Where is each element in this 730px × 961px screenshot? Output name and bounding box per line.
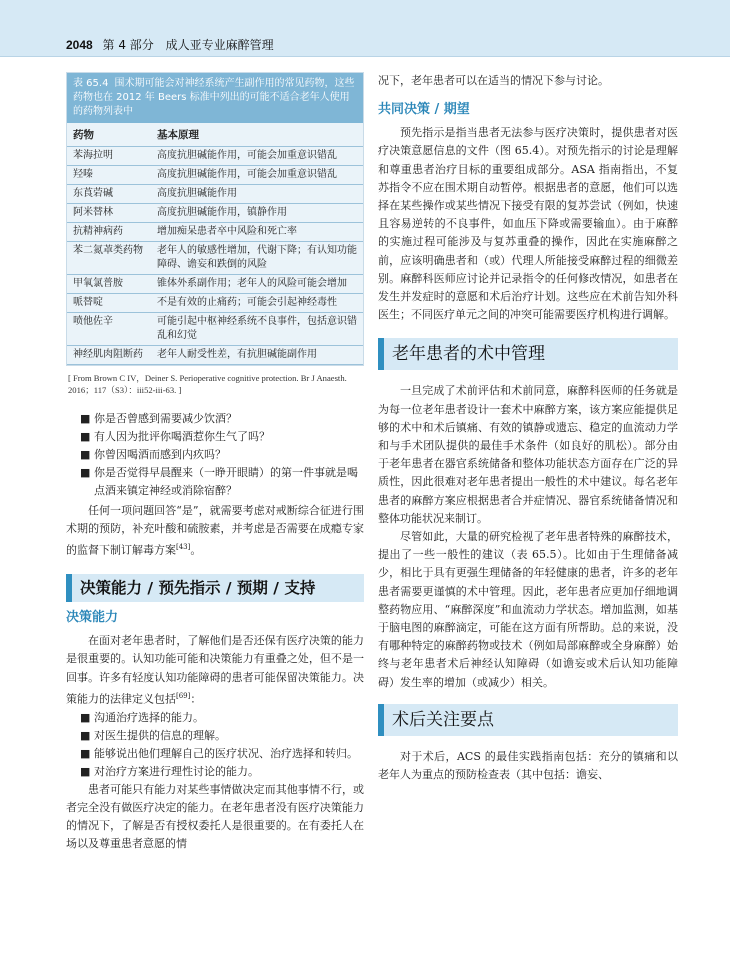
citation-ref: [43] bbox=[176, 543, 191, 552]
paragraph: 况下，老年患者可以在适当的情况下参与讨论。 bbox=[378, 74, 609, 87]
principle-cell: 高度抗胆碱能作用，可能会加重意识错乱 bbox=[151, 147, 363, 166]
list-item-text: 你是否觉得早晨醒来（一睁开眼睛）的第一件事就是喝点酒来镇定神经或消除宿醉？ bbox=[94, 466, 358, 497]
drug-cell: 羟嗪 bbox=[67, 166, 151, 185]
running-title: 成人亚专业麻醉管理 bbox=[165, 38, 274, 52]
list-item-text: 沟通治疗选择的能力。 bbox=[94, 710, 204, 724]
paragraph: 一旦完成了术前评估和术前同意，麻醉科医师的任务就是为每一位老年患者设计一套术中麻醉方案，该方案应能提供足够的术中和术后镇痛、有效的镇静或遗忘、稳定的血流动力学和与手术团队提供的最佳手术条件（如良好的肌松）。部分由于老年患者在器官系统储备和整体功能状态方面存在广泛的异质性，因此很难对老年患者提出一般性的术中建议。每名老年患者的麻醉方案应根据患者合并症情况、器官系统储备情况和整体功能状况来制订。 bbox=[378, 384, 678, 525]
principle-cell: 高度抗胆碱能作用，镇静作用 bbox=[151, 204, 363, 223]
principle-cell: 增加痴呆患者卒中风险和死亡率 bbox=[151, 223, 363, 242]
section-heading-text: 决策能力 / 预先指示 / 预期 / 支持 bbox=[80, 579, 316, 598]
section-heading bbox=[66, 574, 364, 602]
list-item bbox=[80, 446, 364, 464]
principle-cell: 高度抗胆碱能作用，可能会加重意识错乱 bbox=[151, 166, 363, 185]
left-column bbox=[66, 72, 364, 854]
section-heading-text: 老年患者的术中管理 bbox=[392, 344, 545, 365]
paragraph: 预先指示是指当患者无法参与医疗决策时，提供患者对医疗决策意愿信息的文件（图 65.4）。对预先指示的讨论是理解和尊重患者治疗目标的重要组成部分。ASA 指南指出，不复苏指令不应在围术期自动暂停。根据患者的意愿，他们可以选择在某些操作或某些情况下接受有限的复苏尝试（例如，快速且容易逆转的不良事件，如血压下降或需要输血）。由于麻醉的实施过程可能涉及与复苏重叠的操作，因此在实施麻醉之前，应该明确患者和（或）代理人所能接受麻醉过程的细微差别。麻醉科医师应讨论并记录指令的任何修改情况，如患者在发生并发症时的意愿和术后治疗计划。这些应在术前告知外科医生；不同医疗单元之间的冲突可能需要医疗机构进行调解。 bbox=[378, 126, 678, 322]
cage-question-list bbox=[66, 410, 364, 500]
drug-cell: 喷他佐辛 bbox=[67, 313, 151, 346]
drug-cell: 苯二氮䓬类药物 bbox=[67, 242, 151, 275]
drug-cell: 哌替啶 bbox=[67, 294, 151, 313]
list-item-text: 你曾因喝酒而感到内疚吗？ bbox=[94, 448, 226, 461]
list-item-text: 对治疗方案进行理性讨论的能力。 bbox=[94, 764, 259, 778]
principle-cell: 不是有效的止痛药；可能会引起神经毒性 bbox=[151, 294, 363, 313]
drug-cell: 神经肌肉阻断药 bbox=[67, 346, 151, 365]
drug-cell: 苯海拉明 bbox=[67, 147, 151, 166]
bullet-icon: ■ bbox=[80, 728, 91, 742]
list-item bbox=[80, 763, 364, 781]
principle-cell: 锥体外系副作用；老年人的风险可能会增加 bbox=[151, 275, 363, 294]
list-item-text: 有人因为批评你喝酒惹你生气了吗？ bbox=[94, 430, 270, 443]
paragraph-end: 。 bbox=[190, 544, 202, 558]
table-row bbox=[67, 185, 363, 204]
paragraph-end: ： bbox=[190, 692, 202, 706]
running-header bbox=[66, 38, 274, 52]
table-row bbox=[67, 242, 363, 275]
paragraph-text: 任何一项问题回答“是”，就需要考虑对戒断综合征进行围术期的预防，补充叶酸和硫胺素，并考虑是否需要在成瘾专家的监督下制订解毒方案 bbox=[66, 504, 364, 558]
list-item bbox=[80, 727, 364, 745]
part-label: 第 4 部分 bbox=[102, 38, 154, 52]
list-item bbox=[80, 709, 364, 727]
bullet-icon: ■ bbox=[80, 430, 91, 443]
drug-table-box bbox=[66, 72, 364, 366]
table-row bbox=[67, 166, 363, 185]
bullet-icon: ■ bbox=[80, 764, 91, 778]
citation-ref: [69] bbox=[176, 691, 191, 700]
drug-cell: 抗精神病药 bbox=[67, 223, 151, 242]
principle-cell: 可能引起中枢神经系统不良事件，包括意识错乱和幻觉 bbox=[151, 313, 363, 346]
table-header-row bbox=[67, 123, 363, 147]
capacity-criteria-list bbox=[66, 709, 364, 781]
table-caption-text: 围术期可能会对神经系统产生副作用的常见药物，这些药物也在 2012 年 Beers 标准中列出的可能不适合老年人使用的药物列表中 bbox=[73, 78, 355, 117]
principle-cell: 高度抗胆碱能作用 bbox=[151, 185, 363, 204]
subsection-heading: 共同决策 / 期望 bbox=[378, 102, 470, 118]
bullet-icon: ■ bbox=[80, 746, 91, 760]
table-caption bbox=[67, 73, 363, 123]
bullet-icon: ■ bbox=[80, 466, 91, 479]
paragraph-text: 在面对老年患者时，了解他们是否还保有医疗决策的能力是很重要的。认知功能可能和决策能力有重叠之处，但不是一回事。许多有轻度认知功能障碍的患者可能保留决策能力。决策能力的法律定义包括 bbox=[66, 634, 364, 706]
subsection-heading: 决策能力 bbox=[66, 610, 119, 626]
paragraph: 尽管如此，大量的研究检视了老年患者特殊的麻醉技术，提出了一些一般性的建议（表 65.5）。比如由于生理储备减少，相比于具有更强生理储备的年轻健康的患者，许多的老年患者需要更谨慎的术中管理。因此，老年患者应更加仔细地调整药物应用、“麻醉深度”和血流动力学状态。增加监测，如基于脑电图的麻醉滴定，可能在这方面有所帮助。总的来说，没有哪种特定的麻醉药物或技术（例如局部麻醉或全身麻醉）始终与老年患者术后神经认知障碍（如谵妄或术后认知功能障碍）发生率的增加（或减少）相关。 bbox=[378, 530, 678, 689]
section-heading-text: 术后关注要点 bbox=[392, 709, 494, 730]
bullet-icon: ■ bbox=[80, 448, 91, 461]
page-header bbox=[0, 0, 730, 57]
principle-cell: 老年人的敏感性增加，代谢下降；有认知功能障碍、谵妄和跌倒的风险 bbox=[151, 242, 363, 275]
table-row bbox=[67, 294, 363, 313]
list-item bbox=[80, 428, 364, 446]
section-heading bbox=[378, 338, 678, 370]
drug-cell: 阿米替林 bbox=[67, 204, 151, 223]
drug-cell: 甲氧氯普胺 bbox=[67, 275, 151, 294]
table-number: 表 65.4 bbox=[73, 78, 109, 89]
paragraph: 患者可能只有能力对某些事情做决定而其他事情不行，或者完全没有做医疗决定的能力。在老年患者没有医疗决策能力的情况下，了解是否有授权委托人是很重要的。在有委托人在场以及尊重患者意愿的情 bbox=[66, 782, 364, 851]
table-row bbox=[67, 275, 363, 294]
table-row bbox=[67, 223, 363, 242]
page-number: 2048 bbox=[66, 38, 93, 52]
list-item-text: 能够说出他们理解自己的医疗状况、治疗选择和转归。 bbox=[94, 746, 358, 760]
list-item bbox=[80, 410, 364, 428]
paragraph bbox=[66, 502, 364, 560]
drug-table bbox=[67, 123, 363, 365]
table-row bbox=[67, 147, 363, 166]
col-header-principle: 基本原理 bbox=[151, 123, 363, 147]
section-heading bbox=[378, 704, 678, 736]
table-row bbox=[67, 204, 363, 223]
table-row bbox=[67, 313, 363, 346]
table-source: [ From Brown C IV，Deiner S. Perioperative cognitive protection. Br J Anaesth. 2016；117（S3）：iii52-iii-63. ] bbox=[68, 373, 347, 395]
bullet-icon: ■ bbox=[80, 710, 91, 724]
principle-cell: 老年人耐受性差，有抗胆碱能副作用 bbox=[151, 346, 363, 365]
drug-cell: 东莨菪碱 bbox=[67, 185, 151, 204]
paragraph: 对于术后，ACS 的最佳实践指南包括：充分的镇痛和以老年人为重点的预防检查表（其中包括：谵妄、 bbox=[378, 749, 678, 782]
list-item-text: 你是否曾感到需要减少饮酒？ bbox=[94, 412, 237, 425]
col-header-drug: 药物 bbox=[67, 123, 151, 147]
right-column bbox=[378, 72, 678, 784]
table-row bbox=[67, 346, 363, 365]
list-item bbox=[80, 464, 364, 500]
list-item bbox=[80, 745, 364, 763]
paragraph bbox=[66, 632, 364, 708]
bullet-icon: ■ bbox=[80, 412, 91, 425]
list-item-text: 对医生提供的信息的理解。 bbox=[94, 728, 226, 742]
